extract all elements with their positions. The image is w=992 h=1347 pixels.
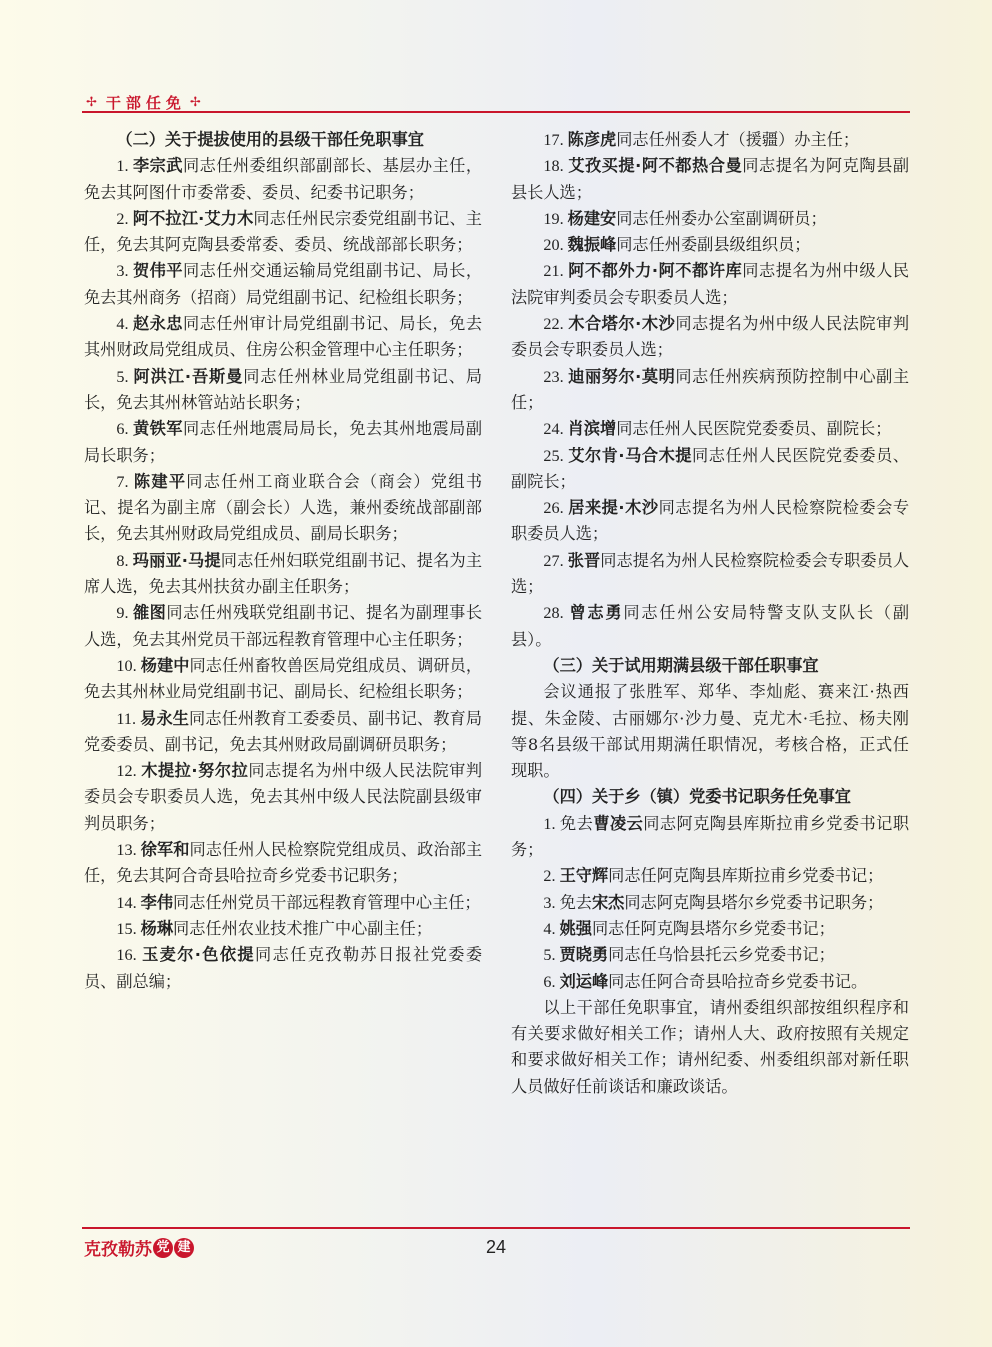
- item-number: 27.: [543, 551, 568, 570]
- item-number: 4.: [116, 315, 134, 334]
- appointment-item: [84, 600, 482, 653]
- item-number: 19.: [543, 209, 568, 228]
- appointment-item: [511, 890, 909, 916]
- masthead-chip: 建: [174, 1238, 194, 1258]
- appointment-item: [511, 495, 909, 548]
- item-text: 同志任克孜勒苏日报社党委委员、副总编；: [84, 945, 483, 991]
- item-text: 同志任州地震局局长，免去其州地震局副局长职务；: [84, 419, 483, 465]
- person-name: 黄铁军: [133, 419, 183, 439]
- item-number: 7.: [116, 472, 134, 491]
- item-prefix: 免去: [559, 892, 592, 912]
- item-text: 同志任州委办公室副调研员；: [616, 208, 827, 228]
- section-header: [82, 90, 910, 120]
- person-name: 刘运峰: [559, 971, 609, 991]
- item-text: 同志任州教育工委委员、副书记、教育局党委委员、副书记，免去其州财政局副调研员职务；: [84, 708, 483, 754]
- appointment-item: [511, 548, 909, 601]
- person-name: 陈彦虎: [567, 130, 617, 149]
- person-name: 居来提·木沙: [568, 498, 659, 518]
- appointment-item: [511, 863, 909, 889]
- person-name: 雒图: [133, 603, 167, 623]
- item-number: 25.: [543, 446, 569, 465]
- item-text: 同志任州委组织部副部长、基层办主任，免去其阿图什市委常委、委员、纪委书记职务；: [84, 156, 483, 202]
- item-number: 2.: [543, 867, 560, 886]
- item-text: 同志阿克陶县库斯拉甫乡党委书记职务；: [511, 813, 910, 860]
- item-number: 6.: [116, 420, 134, 439]
- appointment-item: [84, 311, 482, 364]
- person-name: 阿不拉江·艾力木: [132, 208, 254, 228]
- appointment-item: [511, 311, 909, 364]
- person-name: 玛丽亚·马提: [132, 550, 221, 570]
- section-title-text: 干部任免: [105, 94, 186, 112]
- appointment-item: [511, 600, 909, 653]
- item-text: 同志任乌恰县托云乡党委书记；: [608, 945, 835, 965]
- item-number: 3.: [116, 262, 134, 281]
- appointment-item: [511, 127, 909, 153]
- item-number: 8.: [116, 551, 133, 570]
- item-number: 28.: [543, 604, 570, 623]
- item-prefix: 免去: [560, 813, 594, 833]
- item-text: 同志任州人民检察院党组成员、政治部主任，免去其阿合奇县哈拉奇乡党委书记职务；: [84, 840, 483, 886]
- person-name: 玉麦尔·色依提: [142, 945, 255, 965]
- section-heading: （三）关于试用期满县级干部任职事宜: [543, 655, 819, 675]
- item-number: 21.: [543, 262, 569, 281]
- section-title: [86, 92, 206, 113]
- item-number: 18.: [543, 157, 569, 176]
- person-name: 赵永忠: [133, 314, 183, 334]
- person-name: 阿洪江·吾斯曼: [133, 366, 244, 386]
- item-number: 9.: [116, 604, 134, 623]
- item-text: 同志任阿合奇县哈拉奇乡党委书记。: [608, 971, 868, 991]
- appointment-item: [84, 206, 482, 259]
- appointment-item: [511, 416, 909, 442]
- section-heading: （四）关于乡（镇）党委书记职务任免事宜: [543, 787, 851, 807]
- appointment-item: [84, 153, 482, 206]
- item-text: 同志任州审计局党组副书记、局长，免去其州财政局党组成员、住房公积金管理中心主任职务；: [84, 314, 483, 360]
- item-text: 同志任阿克陶县库斯拉甫乡党委书记；: [608, 866, 884, 886]
- appointment-item: [84, 758, 482, 837]
- item-text: 同志阿克陶县塔尔乡党委书记职务；: [624, 892, 884, 912]
- item-number: 1.: [543, 814, 561, 833]
- header-rule: [82, 111, 910, 113]
- appointment-item: [84, 653, 482, 706]
- footer-rule: [82, 1227, 910, 1229]
- person-name: 李宗武: [133, 156, 183, 176]
- item-text: 同志提名为州人民检察院检委会专职委员人选；: [511, 498, 910, 544]
- appointment-item: [84, 469, 482, 548]
- flower-ornament-icon: ✢: [189, 95, 206, 110]
- appointment-item: [511, 916, 909, 942]
- item-text: 同志提名为州中级人民法院审判委员会专职委员人选；: [511, 261, 910, 307]
- person-name: 迪丽努尔·莫明: [568, 366, 676, 386]
- item-number: 13.: [116, 841, 141, 860]
- person-name: 阿不都外力·阿不都许库: [568, 261, 743, 281]
- appointment-item: [511, 969, 909, 995]
- person-name: 魏振峰: [567, 235, 617, 255]
- item-text: 同志任州交通运输局党组副书记、局长，免去其州商务（招商）局党组副书记、纪检组长职务；: [84, 261, 483, 307]
- person-name: 张晋: [567, 550, 601, 570]
- item-number: 3.: [543, 893, 560, 912]
- appointment-item: [84, 416, 482, 469]
- appointment-item: [511, 258, 909, 311]
- item-text: 同志提名为阿克陶县副县长人选；: [511, 156, 910, 202]
- appointment-item: [84, 706, 482, 759]
- item-text: 同志任州残联党组副书记、提名为副理事长人选，免去其州党员干部远程教育管理中心主任职务；: [84, 603, 483, 649]
- item-text: 同志提名为州人民检察院检委会专职委员人选；: [511, 550, 910, 597]
- item-number: 5.: [543, 946, 560, 965]
- person-name: 陈建平: [133, 471, 187, 491]
- item-number: 22.: [543, 315, 569, 334]
- item-number: 15.: [116, 919, 141, 938]
- appointment-item: [511, 206, 909, 232]
- person-name: 曾志勇: [569, 603, 624, 623]
- item-text: 同志任州林业局党组副书记、局长，免去其州林管站站长职务；: [84, 366, 483, 412]
- appointment-item: [84, 548, 482, 601]
- appointment-item: [511, 232, 909, 258]
- appointment-item: [511, 443, 909, 496]
- item-text: 同志任州农业技术推广中心副主任；: [173, 918, 433, 938]
- item-text: 同志任州疾病预防控制中心副主任；: [511, 366, 910, 412]
- item-text: 同志任州妇联党组副书记、提名为主席人选，免去其州扶贫办副主任职务；: [84, 550, 483, 597]
- person-name: 易永生: [140, 708, 190, 728]
- appointment-item: [511, 942, 909, 968]
- item-number: 24.: [543, 420, 568, 439]
- item-number: 2.: [116, 209, 133, 228]
- left-column: [84, 127, 482, 995]
- item-text: 同志任州公安局特警支队支队长（副县）。: [511, 603, 910, 649]
- person-name: 杨建中: [140, 655, 190, 675]
- item-number: 5.: [116, 367, 134, 386]
- person-name: 姚强: [559, 918, 592, 938]
- item-text: 同志任州畜牧兽医局党组成员、调研员，免去其州林业局党组副书记、副局长、纪检组长职务；: [84, 655, 483, 702]
- masthead-text: 克孜勒苏: [84, 1240, 152, 1260]
- item-text: 同志任州委人才（援疆）办主任；: [616, 130, 860, 149]
- right-column: [511, 127, 909, 1100]
- person-name: 肖滨增: [567, 419, 617, 439]
- person-name: 李伟: [140, 892, 174, 912]
- item-text: 同志任州工商业联合会（商会）党组书记、提名为副主席（副会长）人选，兼州委统战部副部长，免去其州财政局党组成员、副局长职务；: [84, 471, 483, 544]
- person-name: 杨琳: [140, 918, 174, 938]
- item-number: 26.: [543, 499, 569, 518]
- appointment-item: [84, 364, 482, 417]
- appointment-item: [511, 364, 909, 417]
- item-number: 6.: [543, 972, 560, 991]
- person-name: 曹凌云: [593, 813, 644, 833]
- item-number: 14.: [116, 893, 141, 912]
- item-text: 同志任州党员干部远程教育管理中心主任；: [173, 892, 481, 912]
- item-number: 12.: [116, 762, 142, 781]
- person-name: 杨建安: [567, 208, 617, 228]
- page-number: 24: [485, 1237, 507, 1257]
- person-name: 贾晓勇: [559, 945, 609, 965]
- appointment-item: [84, 916, 482, 942]
- item-number: 11.: [116, 709, 141, 728]
- item-number: 23.: [543, 367, 569, 386]
- appointment-item: [84, 890, 482, 916]
- section-heading: （二）关于提拔使用的县级干部任免职事宜: [116, 130, 424, 149]
- person-name: 艾孜买提·阿不都热合曼: [568, 156, 743, 176]
- item-text: 同志任州人民医院党委委员、副院长；: [616, 419, 892, 439]
- flower-ornament-icon: ✢: [86, 95, 102, 110]
- item-text: 同志任阿克陶县塔尔乡党委书记；: [591, 918, 835, 938]
- appointment-item: [84, 258, 482, 311]
- item-number: 4.: [543, 919, 560, 938]
- appointment-item: [84, 837, 482, 890]
- appointment-item: [84, 942, 482, 995]
- body-paragraph: 以上干部任免职事宜，请州委组织部按组织程序和有关要求做好相关工作；请州人大、政府按照有关规定和要求做好相关工作；请州纪委、州委组织部对新任职人员做好任前谈话和廉政谈话。: [511, 997, 909, 1096]
- item-number: 10.: [116, 656, 141, 675]
- person-name: 王守辉: [559, 866, 609, 886]
- item-text: 同志任州民宗委党组副书记、主任，免去其阿克陶县委常委、委员、统战部部长职务；: [84, 208, 482, 255]
- person-name: 艾尔肯·马合木提: [568, 445, 693, 465]
- person-name: 木提拉·努尔拉: [141, 761, 249, 781]
- item-number: 16.: [116, 946, 143, 965]
- person-name: 徐军和: [140, 840, 190, 860]
- item-number: 1.: [116, 157, 134, 176]
- page-footer: [82, 1227, 910, 1267]
- item-text: 同志任州人民医院党委委员、副院长；: [511, 445, 909, 491]
- item-text: 同志任州委副县级组织员；: [616, 235, 811, 255]
- appointment-item: [511, 153, 909, 206]
- masthead-chip: 党: [153, 1238, 173, 1258]
- appointment-item: [511, 811, 909, 864]
- body-paragraph: 会议通报了张胜军、郑华、李灿彪、赛来江·热西提、朱金陵、古丽娜尔·沙力曼、克尤木·毛拉、杨夫刚等8名县级干部试用期满任职情况，考核合格，正式任现职。: [511, 682, 909, 781]
- person-name: 贺伟平: [133, 261, 183, 281]
- item-number: 17.: [543, 131, 568, 149]
- person-name: 宋杰: [591, 892, 625, 912]
- person-name: 木合塔尔·木沙: [568, 314, 676, 334]
- item-number: 20.: [543, 236, 568, 255]
- item-text: 同志提名为州中级人民法院审判委员会专职委员人选；: [511, 314, 910, 360]
- item-text: 同志提名为州中级人民法院审判委员会专职委员人选，免去其州中级人民法院副县级审判员职务；: [84, 761, 483, 833]
